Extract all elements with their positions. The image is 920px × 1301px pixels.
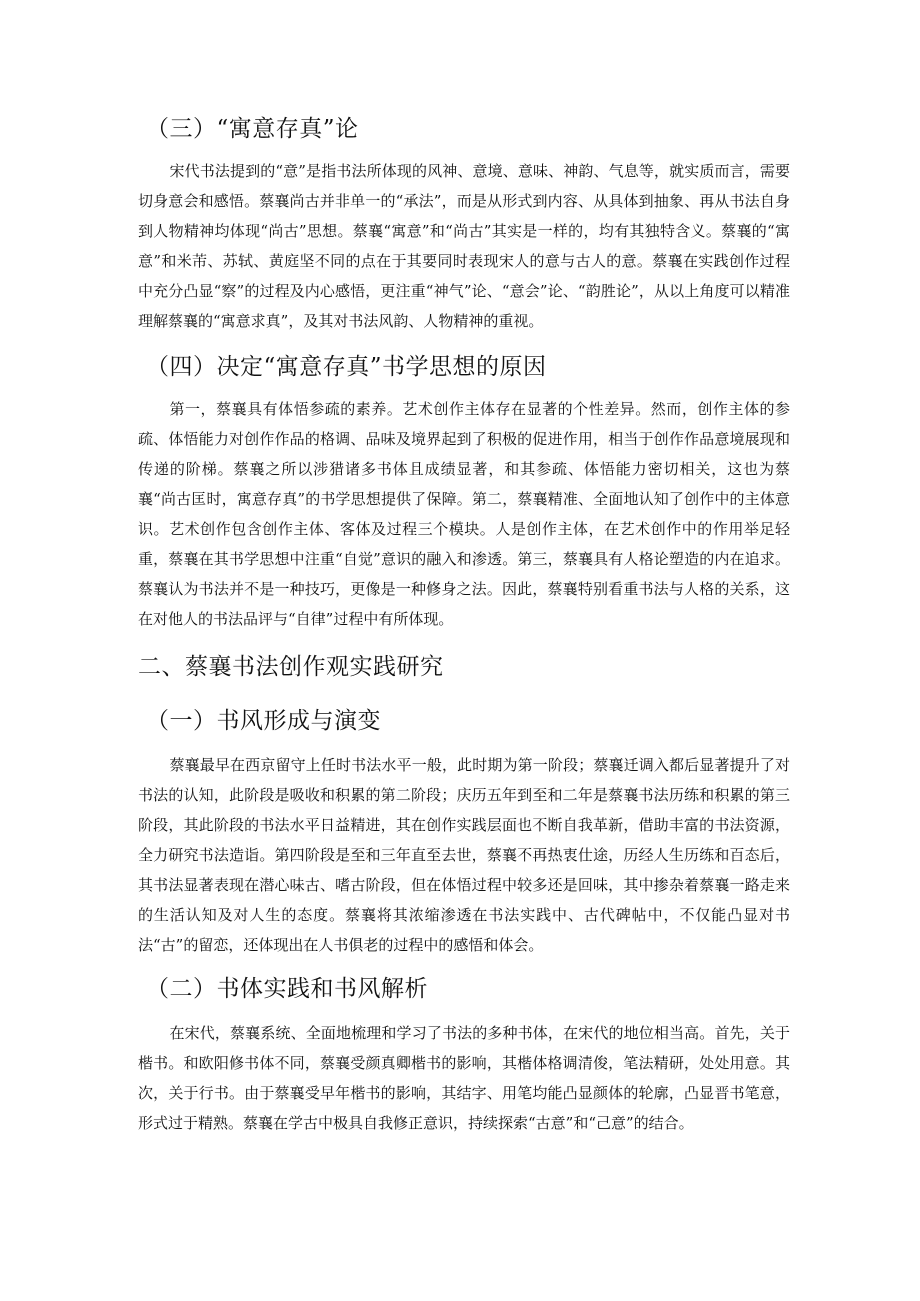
section-heading-3: （三）“寓意存真”论 — [146, 116, 359, 142]
section-4-paragraph: 第一，蔡襄具有体悟参疏的素养。艺术创作主体存在显著的个性差异。然而，创作主体的参疏、体悟能力对创作作品的格调、品味及境界起到了积极的促进作用，相当于创作作品意境展现和传递的阶梯。蔡襄之所以涉猎诸多书体且成绩显著，和其参疏、体悟能力密切相关，这也为蔡襄“尚古匡时，寓意存真”的书学思想提供了保障。第二，蔡襄精准、全面地认知了创作中的主体意识。艺术创作包含创作主体、客体及过程三个模块。人是创作主体，在艺术创作中的作用举足轻重，蔡襄在其书学思想中注重“自觉”意识的融入和渗透。第三，蔡襄具有人格论塑造的内在追求。蔡襄认为书法并不是一种技巧，更像是一种修身之法。因此，蔡襄特别看重书法与人格的关系，这在对他人的书法品评与“自律”过程中有所体现。 — [138, 400, 790, 628]
subsection-1-paragraph: 蔡襄最早在西京留守上任时书法水平一般，此时期为第一阶段；蔡襄迁调入都后显著提升了对书法的认知，此阶段是吸收和积累的第二阶段；庆历五年到至和二年是蔡襄书法历练和积累的第三阶段，其此阶段的书法水平日益精进，其在创作实践层面也不断自我革新，借助丰富的书法资源，全力研究书法造诣。第四阶段是至和三年直至去世，蔡襄不再热衷仕途，历经人生历练和百态后，其书法显著表现在潜心味古、嗜古阶段，但在体悟过程中较多还是回味，其中掺杂着蔡襄一路走来的生活认知及对人生的态度。蔡襄将其浓缩渗透在书法实践中、古代碑帖中，不仅能凸显对书法“古”的留恋，还体现出在人书俱老的过程中的感悟和体会。 — [138, 756, 790, 954]
document-body — [138, 104, 790, 1138]
chapter-heading: 二、蔡襄书法创作观实践研究 — [138, 654, 444, 680]
subsection-heading-1: （一）书风形成与演变 — [146, 708, 381, 734]
subsection-2-paragraph: 在宋代，蔡襄系统、全面地梳理和学习了书法的多种书体，在宋代的地位相当高。首先，关于楷书。和欧阳修书体不同，蔡襄受颜真卿楷书的影响，其楷体格调清俊，笔法精研，处处用意。其次，关于行书。由于蔡襄受早年楷书的影响，其结字、用笔均能凸显颜体的轮廓，凸显晋书笔意，形式过于精熟。蔡襄在学古中极具自我修正意识，持续探索“古意”和“己意”的结合。 — [138, 1024, 790, 1132]
subsection-heading-2: （二）书体实践和书风解析 — [146, 976, 428, 1002]
section-3-paragraph: 宋代书法提到的“意”是指书法所体现的风神、意境、意味、神韵、气息等，就实质而言，需要切身意会和感悟。蔡襄尚古并非单一的“承法”，而是从形式到内容、从具体到抽象、再从书法自身到人物精神均体现“尚古”思想。蔡襄“寓意”和“尚古”其实是一样的，均有其独特含义。蔡襄的“寓意”和米芾、苏轼、黄庭坚不同的点在于其要同时表现宋人的意与古人的意。蔡襄在实践创作过程中充分凸显“察”的过程及内心感悟，更注重“神气”论、“意会”论、“韵胜论”，从以上角度可以精准理解蔡襄的“寓意求真”，及其对书法风韵、人物精神的重视。 — [138, 162, 790, 330]
section-heading-4: （四）决定“寓意存真”书学思想的原因 — [146, 354, 547, 380]
